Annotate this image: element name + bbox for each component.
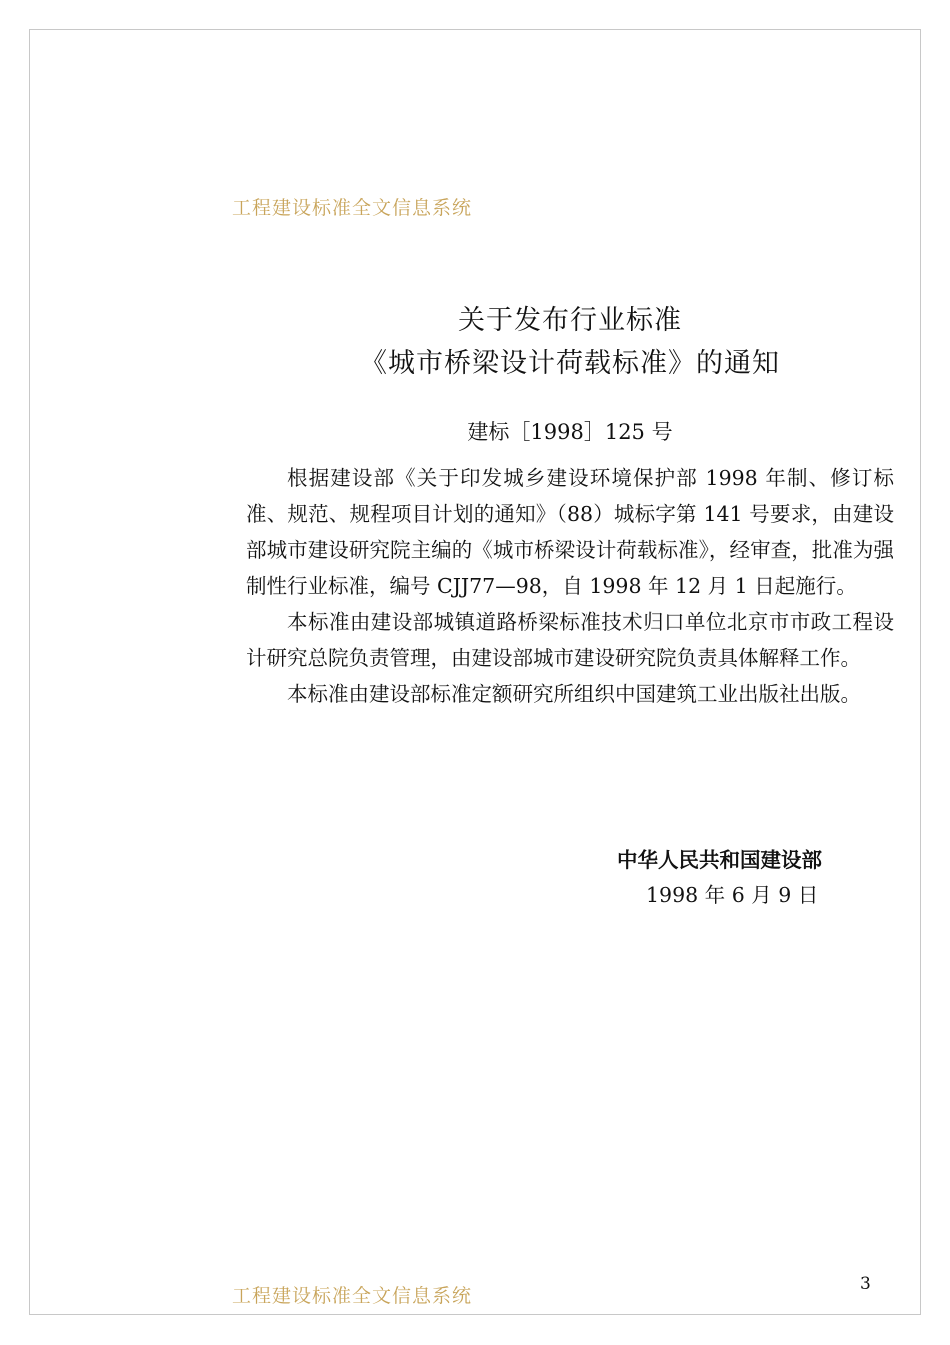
footer-watermark: 工程建设标准全文信息系统 <box>232 1285 473 1307</box>
body-paragraph-1: 根据建设部《关于印发城乡建设环境保护部 1998 年制、修订标准、规范、规程项目计划的通知》（88）城标字第 141 号要求，由建设部城市建设研究院主编的《城市桥梁设计荷载标准》，经审查，批准为强制性行业标准，编号 CJJ77—98，自 1998 年 12 月 1 日起施行。 <box>246 466 894 598</box>
document-body <box>246 460 894 712</box>
body-paragraph-3: 本标准由建设部标准定额研究所组织中国建筑工业出版社出版。 <box>287 682 861 706</box>
document-number: 建标［1998］125 号 <box>467 420 673 444</box>
document-title-line1: 关于发布行业标准 <box>458 305 682 336</box>
issue-date: 1998 年 6 月 9 日 <box>646 883 819 907</box>
page-number: 3 <box>860 1274 871 1294</box>
header-watermark: 工程建设标准全文信息系统 <box>232 197 473 219</box>
body-paragraph-2: 本标准由建设部城镇道路桥梁标准技术归口单位北京市市政工程设计研究总院负责管理，由建设部城市建设研究院负责具体解释工作。 <box>246 610 894 670</box>
issuer-signature: 中华人民共和国建设部 <box>617 848 822 872</box>
document-title-line2: 《城市桥梁设计荷载标准》的通知 <box>360 348 780 379</box>
